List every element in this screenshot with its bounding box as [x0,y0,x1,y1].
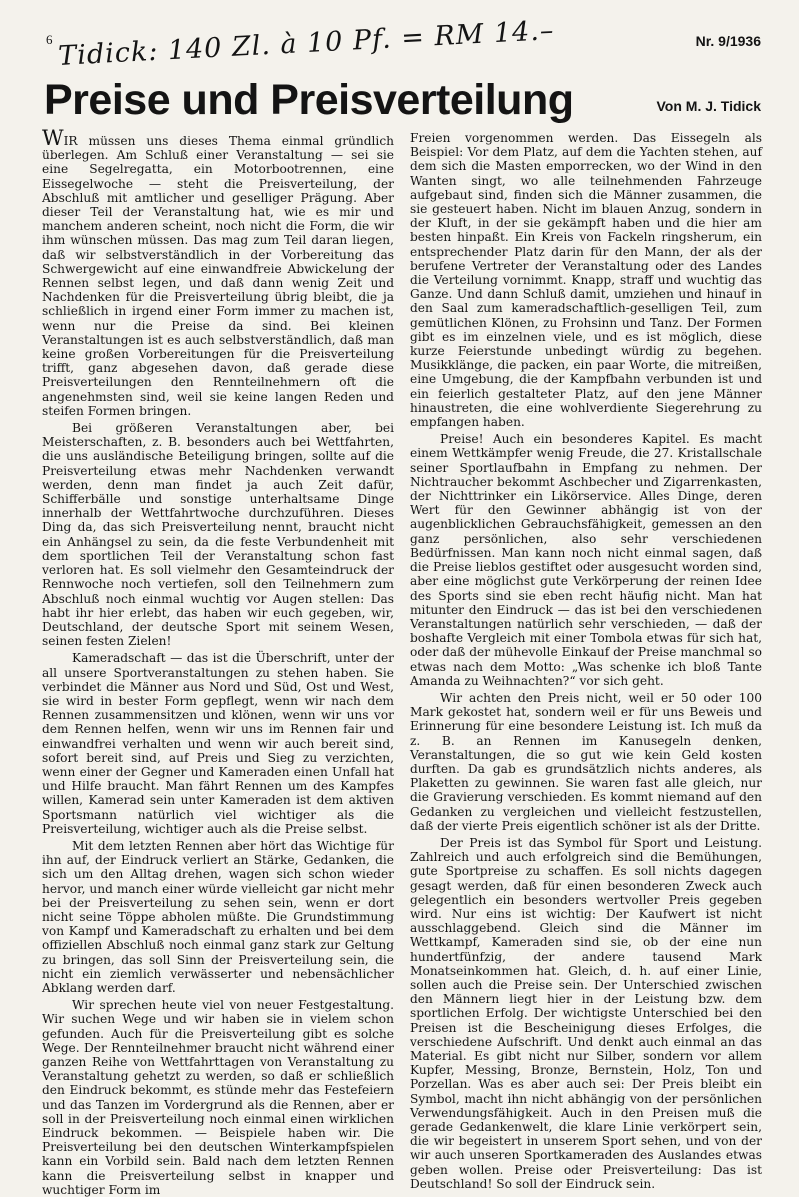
paragraph: Mit dem letzten Rennen aber hört das Wichtige für ihn auf, der Eindruck verliert an Stärke, Gedanken, die sich um den Alltag drehen, wagen sich schon wieder hervor, und manch einer würde vielleicht gar nicht mehr bei der Preisverteilung zu sehen sein, wenn er dort nicht seine Töppe abholen müßte. Die Grundstimmung von Kampf und Kameradschaft zu erhalten und bei dem offiziellen Abschluß noch einmal ganz stark zur Geltung zu bringen, das soll Sinn der Preisverteilung sein, die nicht ein ziemlich verwässerter und nebensächlicher Abklang werden darf. [42,838,394,995]
article-author: Von M. J. Tidick [656,98,761,114]
issue-number: Nr. 9/1936 [695,33,761,49]
paragraph: Bei größeren Veranstaltungen aber, bei Meisterschaften, z. B. besonders auch bei Wettfahrten, die uns ausländische Beteiligung bringen, sollte auf die Preisverteilung etwas mehr Nachdenken verwandt werden, denn man findet ja auch Zeit dafür, Schifferbälle und sonstige unterhaltsame Dinge innerhalb der Wettfahrtwoche durchzuführen. Dieses Ding da, das sich Preisverteilung nennt, braucht nicht ein Anhängsel zu sein, da die feste Verbundenheit mit dem sportlichen Teil der Veranstaltung schon fast verloren hat. Es soll vielmehr den Gesamteindruck der Rennwoche noch vertiefen, soll den Teilnehmern zum Abschluß noch einmal wuchtig vor Augen stellen: Das habt ihr hier erlebt, das haben wir euch gegeben, wir, Deutschland, der deutsche Sport mit seinem Wesen, seinen festen Zielen! [42,421,394,649]
drop-cap: W [42,126,64,150]
paragraph: Wir achten den Preis nicht, weil er 50 oder 100 Mark gekostet hat, sondern weil er für uns Beweis und Erinnerung für eine besondere Leistung ist. Ich muß da z. B. an Rennen im Kanusegeln denken, Veranstaltungen, die so gut wie kein Geld kosten durften. Da gab es grundsätzlich nichts anderes, als Plaketten zu gewinnen. Sie waren fast alle gleich, nur die Gravierung verschieden. Es kommt niemand auf den Gedanken zu vergleichen und vielleicht festzustellen, daß der vierte Preis eigentlich schöner ist als der Dritte. [410,690,762,833]
article-body [42,126,762,1197]
left-column [42,126,394,1197]
page-number: 6 [46,32,53,47]
article-title: Preise und Preisverteilung [44,76,574,124]
right-column [410,131,762,1191]
paragraph: Wir sprechen heute viel von neuer Festgestaltung. Wir suchen Wege und wir haben sie in vielem schon gefunden. Auch für die Preisverteilung gibt es solche Wege. Der Rennteilnehmer braucht nicht während einer ganzen Reihe von Wettfahrttagen von Veranstaltung zu Veranstaltung gehetzt zu werden, so daß er schließlich den Eindruck bekommt, es stünde mehr das Festefeiern und das Tanzen im Vordergrund als die Rennen, aber er soll in der Preisverteilung noch einmal einen wirklichen Eindruck bekommen. — Beispiele haben wir. Die Preisverteilung bei den deutschen Winterkampfspielen kann ein Vorbild sein. Bald nach dem letzten Rennen kann die Preisverteilung selbst in knapper und wuchtiger Form im [42,998,394,1197]
handwritten-note: Tidick: 140 Zl. à 10 Pf. = RM 14.– [57,15,556,72]
paragraph [42,126,394,418]
paragraph: Kameradschaft — das ist die Überschrift, unter der all unsere Sportveranstaltungen zu stehen haben. Sie verbindet die Männer aus Nord und Süd, Ost und West, sie wird in bester Form gepflegt, wenn wir nach dem Rennen zusammensitzen und klönen, wenn wir uns vor dem Rennen helfen, wenn wir uns im Rennen fair und einwandfrei verhalten und wenn wir auch bereit sind, sofort bereit sind, auf Preis und Sieg zu verzichten, wenn einer der Gegner und Kameraden einen Unfall hat und Hilfe braucht. Man fährt Rennen um des Kampfes willen, Kamerad sein unter Kameraden ist dem aktiven Sportsmann natürlich viel wichtiger als die Preisverteilung, wichtiger auch als die Preise selbst. [42,651,394,836]
paragraph: Der Preis ist das Symbol für Sport und Leistung. Zahlreich und auch erfolgreich sind die Bemühungen, gute Sportpreise zu schaffen. Es soll nichts dagegen gesagt werden, daß für einen besonderen Zweck auch gelegentlich ein besonders wertvoller Preis gegeben wird. Nur eins ist wichtig: Der Kaufwert ist nicht ausschlaggebend. Gleich sind die Männer im Wettkampf, Kameraden sind sie, ob der eine nun hundertfünfzig, der andere tausend Mark Monatseinkommen hat. Gleich, d. h. auf einer Linie, sollen auch die Preise sein. Der Unterschied zwischen den Männern liegt hier in der Leistung bzw. dem sportlichen Erfolg. Der wichtigste Unterschied bei den Preisen ist die Bescheinigung dieses Erfolges, die verschiedene Aufschrift. Und denkt auch einmal an das Material. Es gibt nicht nur Silber, sondern vor allem Kupfer, Messing, Bronze, Bernstein, Holz, Ton und Porzellan. Was es aber auch sei: Der Preis bleibt ein Symbol, macht ihn nicht abhängig von der persönlichen Verwendungsfähigkeit. Auch in den Preisen muß die gerade Gedankenwelt, die klare Linie verkörpert sein, die wir begeistert in unserem Sport sehen, und von der wir auch unseren Sportkameraden des Auslandes etwas geben wollen. Preise oder Preisverteilung: Das ist Deutschland! So soll der Eindruck sein. [410,835,762,1191]
paragraph-text: IR müssen uns dieses Thema einmal gründlich überlegen. Am Schluß einer Veranstaltung — sei sie eine Segelregatta, ein Motorbootrennen, eine Eissegelwoche — steht die Preisverteilung, der Abschluß mit amtlicher und geselliger Prägung. Aber dieser Teil der Veranstaltung hat, wie es mir und manchem anderen scheint, noch nicht die Form, die wir ihm wünschen müssen. Das mag zum Teil daran liegen, daß wir selbstverständlich in der Vorbereitung das Schwergewicht auf eine einwandfreie Abwickelung der Rennen selbst legen, und daß dann wenig Zeit und Nachdenken für die Preisverteilung übrig bleibt, die ja schließlich in irgend einer Form immer zu machen ist, wenn nur die Preise da sind. Bei kleinen Veranstaltungen ist es auch selbstverständlich, daß man keine großen Vorbereitungen für die Preisverteilung trifft, ganz abgesehen davon, daß gerade diese Preisverteilungen den Rennteilnehmern oft die angenehmsten sind, weil sie keine langen Reden und steifen Formen bringen. [42,134,394,418]
paragraph: Freien vorgenommen werden. Das Eissegeln als Beispiel: Vor dem Platz, auf dem die Yachten stehen, auf dem sich die Masten emporrecken, wo der Wind in den Wanten singt, wo alle teilnehmenden Fahrzeuge aufgebaut sind, finden sich die Männer zusammen, die sie gesteuert haben. Nicht im blauen Anzug, sondern in der Kluft, in der sie gekämpft haben und die hier am besten hinpaßt. Ein Kreis von Fackeln ringsherum, ein entsprechender Platz darin für den Mann, der als der berufene Vertreter der Veranstaltung oder des Landes die Verteilung vornimmt. Knapp, straff und wuchtig das Ganze. Und dann Schluß damit, umziehen und hinauf in den Saal zum kameradschaftlich-geselligen Teil, zum gemütlichen Klönen, zu Frohsinn und Tanz. Der Formen gibt es im einzelnen viele, und es ist möglich, diese kurze Feierstunde unbedingt würdig zu begehen. Musikklänge, die packen, ein paar Worte, die mitreißen, eine Umgebung, die der Kampfbahn verbunden ist und ein feierlich gestalteter Platz, auf den jene Männer hinaustreten, die eine wohlverdiente Siegerehrung zu empfangen haben. [410,131,762,430]
paragraph: Preise! Auch ein besonderes Kapitel. Es macht einem Wettkämpfer wenig Freude, die 27. Kristallschale seiner Sportlaufbahn in Empfang zu nehmen. Der Nichtraucher bekommt Aschbecher und Zigarrenkasten, der Nichttrinker ein Likörservice. Alles Dinge, deren Wert für den Gewinner abhängig ist von der augenblicklichen Gebrauchsfähigkeit, gemessen an den ganz persönlichen, also sehr verschiedenen Bedürfnissen. Man kann noch nicht einmal sagen, daß die Preise lieblos gestiftet oder ausgesucht worden sind, aber eine möglichst gute Verkörperung der reinen Idee des Sports sind sie eben recht häufig nicht. Man hat mitunter den Eindruck — das ist bei den verschiedenen Veranstaltungen natürlich sehr verschieden, — daß der boshafte Vergleich mit einer Tombola etwas für sich hat, oder daß der mühevolle Einkauf der Preise manchmal so etwas nach dem Motto: „Was schenke ich bloß Tante Amanda zu Weihnachten?“ vor sich geht. [410,432,762,688]
